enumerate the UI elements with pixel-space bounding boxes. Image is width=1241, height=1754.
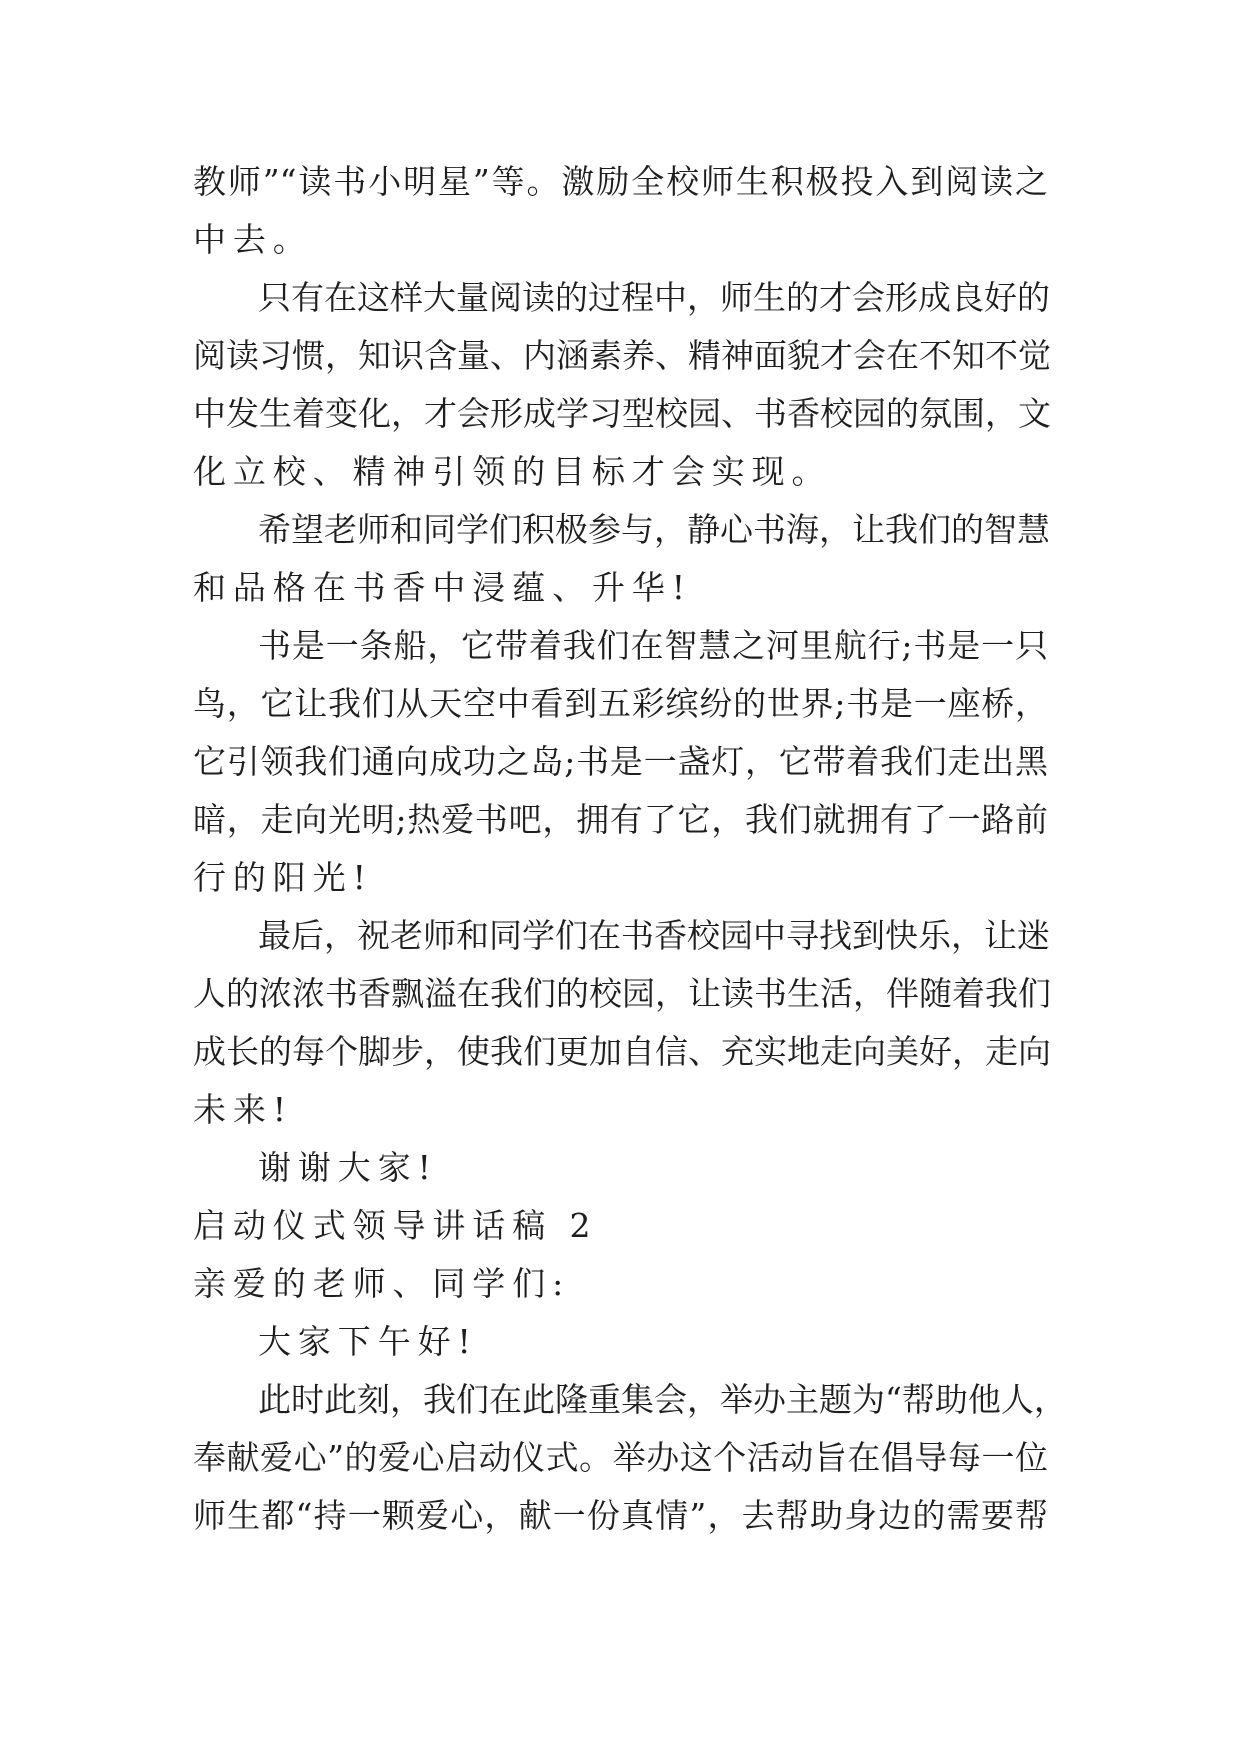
text-line: 教师”“读书小明星”等。激励全校师生积极投入到阅读之	[193, 162, 1048, 201]
text-line: 人的浓浓书香飘溢在我们的校园，让读书生活，伴随着我们	[193, 974, 1051, 1013]
paragraph-start: 书是一条船，它带着我们在智慧之河里航行;书是一只	[258, 626, 1048, 665]
paragraph-start: 大家下午好!	[258, 1322, 478, 1361]
paragraph-start: 此时此刻，我们在此隆重集会，举办主题为“帮助他人，	[258, 1380, 1067, 1419]
paragraph-start: 谢谢大家!	[258, 1148, 438, 1187]
text-line: 鸟，它让我们从天空中看到五彩缤纷的世界;书是一座桥，	[193, 684, 1048, 723]
paragraph-start: 只有在这样大量阅读的过程中，师生的才会形成良好的	[258, 278, 1050, 317]
paragraph-start: 希望老师和同学们积极参与，静心书海，让我们的智慧	[258, 510, 1050, 549]
text-line: 化立校、精神引领的目标才会实现。	[193, 452, 832, 491]
paragraph-start: 最后，祝老师和同学们在书香校园中寻找到快乐，让迷	[258, 916, 1050, 955]
text-line: 师生都“持一颗爱心，献一份真情”，去帮助身边的需要帮	[193, 1496, 1048, 1535]
salutation: 亲爱的老师、同学们:	[193, 1264, 571, 1303]
text-line: 它引领我们通向成功之岛;书是一盏灯，它带着我们走出黑	[193, 742, 1048, 781]
text-line: 奉献爱心”的爱心启动仪式。举办这个活动旨在倡导每一位	[193, 1438, 1048, 1477]
text-line: 暗，走向光明;热爱书吧，拥有了它，我们就拥有了一路前	[193, 800, 1048, 839]
text-line: 行的阳光!	[193, 858, 373, 897]
text-line: 未来!	[193, 1090, 293, 1129]
text-line: 和品格在书香中浸蕴、升华!	[193, 568, 692, 607]
text-line: 成长的每个脚步，使我们更加自信、充实地走向美好，走向	[193, 1032, 1051, 1071]
text-line: 中去。	[193, 220, 313, 259]
text-line: 中发生着变化，才会形成学习型校园、书香校园的氛围，文	[193, 394, 1051, 433]
text-line: 阅读习惯，知识含量、内涵素养、精神面貌才会在不知不觉	[193, 336, 1051, 375]
section-heading: 启动仪式领导讲话稿 2	[193, 1206, 598, 1245]
